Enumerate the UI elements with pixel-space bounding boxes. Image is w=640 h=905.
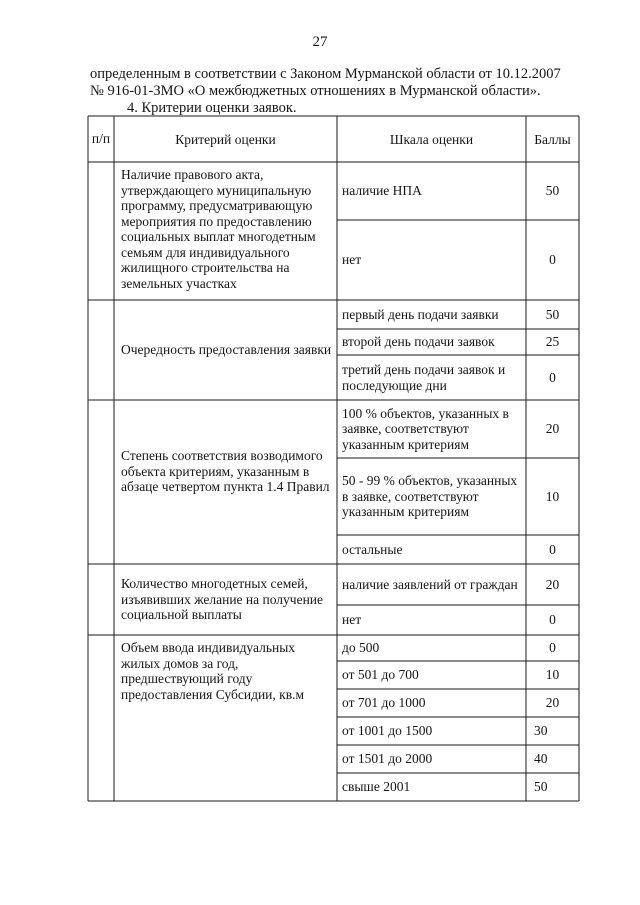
criterion-5-points-1: 0 xyxy=(549,640,556,656)
criterion-3-points-3: 0 xyxy=(549,541,556,557)
criterion-5-scale-2: от 501 до 700 xyxy=(342,667,419,683)
criterion-5-scale-1: до 500 xyxy=(342,640,380,656)
criterion-5-scale-6: свыше 2001 xyxy=(342,779,411,795)
section-heading: 4. Критерии оценки заявок. xyxy=(127,100,297,116)
criterion-5-name: Объем ввода индивидуальных жилых домов за год, предшествующий году предоставления Субсидии, кв.м xyxy=(121,640,304,702)
header-points: Баллы xyxy=(534,132,571,147)
criterion-3-scale-1: 100 % объектов, указанных в заявке, соответствуют указанным критериям xyxy=(342,405,509,452)
intro-line-1: определенным в соответствии с Законом Мурманской области от 10.12.2007 xyxy=(90,66,561,82)
header-scale: Шкала оценки xyxy=(389,132,474,147)
criterion-3-scale-3: остальные xyxy=(342,541,403,557)
header-num: п/п xyxy=(91,131,111,147)
criterion-5-points-6: 50 xyxy=(534,779,548,795)
criterion-5-scale-5: от 1501 до 2000 xyxy=(342,751,433,767)
criterion-1-points-1: 50 xyxy=(545,183,560,199)
intro-line-2: № 916-01-ЗМО «О межбюджетных отношениях в Мурманской области». xyxy=(90,83,541,99)
criterion-5-points-3: 20 xyxy=(545,695,560,711)
criterion-2-scale-2: второй день подачи заявок xyxy=(342,334,495,350)
criterion-1-name: Наличие правового акта, утверждающего муниципальную программу, предусматривающую мероприятия по предоставлению социальных выплат многодетным семьям для индивидуального жилищного строительства на земельных участках xyxy=(121,167,316,291)
criterion-3-scale-2: 50 - 99 % объектов, указанных в заявке, соответствуют указанным критериям xyxy=(342,473,518,520)
criterion-5-points-5: 40 xyxy=(534,751,548,767)
criterion-4-points-1: 20 xyxy=(545,576,560,592)
criterion-5-scale-3: от 701 до 1000 xyxy=(342,695,426,711)
header-criterion: Критерий оценки xyxy=(175,132,276,147)
criterion-2-scale-1: первый день подачи заявки xyxy=(342,306,499,322)
criterion-2-points-1: 50 xyxy=(545,306,560,322)
criterion-1-points-2: 0 xyxy=(549,252,556,268)
criterion-2-name: Очередность предоставления заявки xyxy=(121,342,332,358)
criterion-3-points-1: 20 xyxy=(545,421,560,437)
criterion-2-points-3: 0 xyxy=(549,369,556,385)
criterion-3-name: Степень соответствия возводимого объекта критериям, указанным в абзаце четвертом пункта 1.4 Правил xyxy=(121,448,330,494)
criterion-3-points-2: 10 xyxy=(545,488,560,504)
criterion-2-points-2: 25 xyxy=(545,334,560,350)
criterion-4-scale-1: наличие заявлений от граждан xyxy=(342,576,518,592)
page-number: 27 xyxy=(312,34,328,50)
criterion-5-scale-4: от 1001 до 1500 xyxy=(342,723,433,739)
criterion-4-scale-2: нет xyxy=(342,612,362,628)
criterion-5-points-2: 10 xyxy=(545,667,560,683)
criterion-5-points-4: 30 xyxy=(534,723,548,739)
criterion-4-name: Количество многодетных семей, изъявивших желание на получение социальной выплаты xyxy=(121,576,324,623)
criterion-4-points-2: 0 xyxy=(549,612,556,628)
criterion-1-scale-1: наличие НПА xyxy=(342,183,422,199)
criterion-1-scale-2: нет xyxy=(342,252,362,268)
criterion-2-scale-3: третий день подачи заявок и последующие дни xyxy=(342,362,506,393)
